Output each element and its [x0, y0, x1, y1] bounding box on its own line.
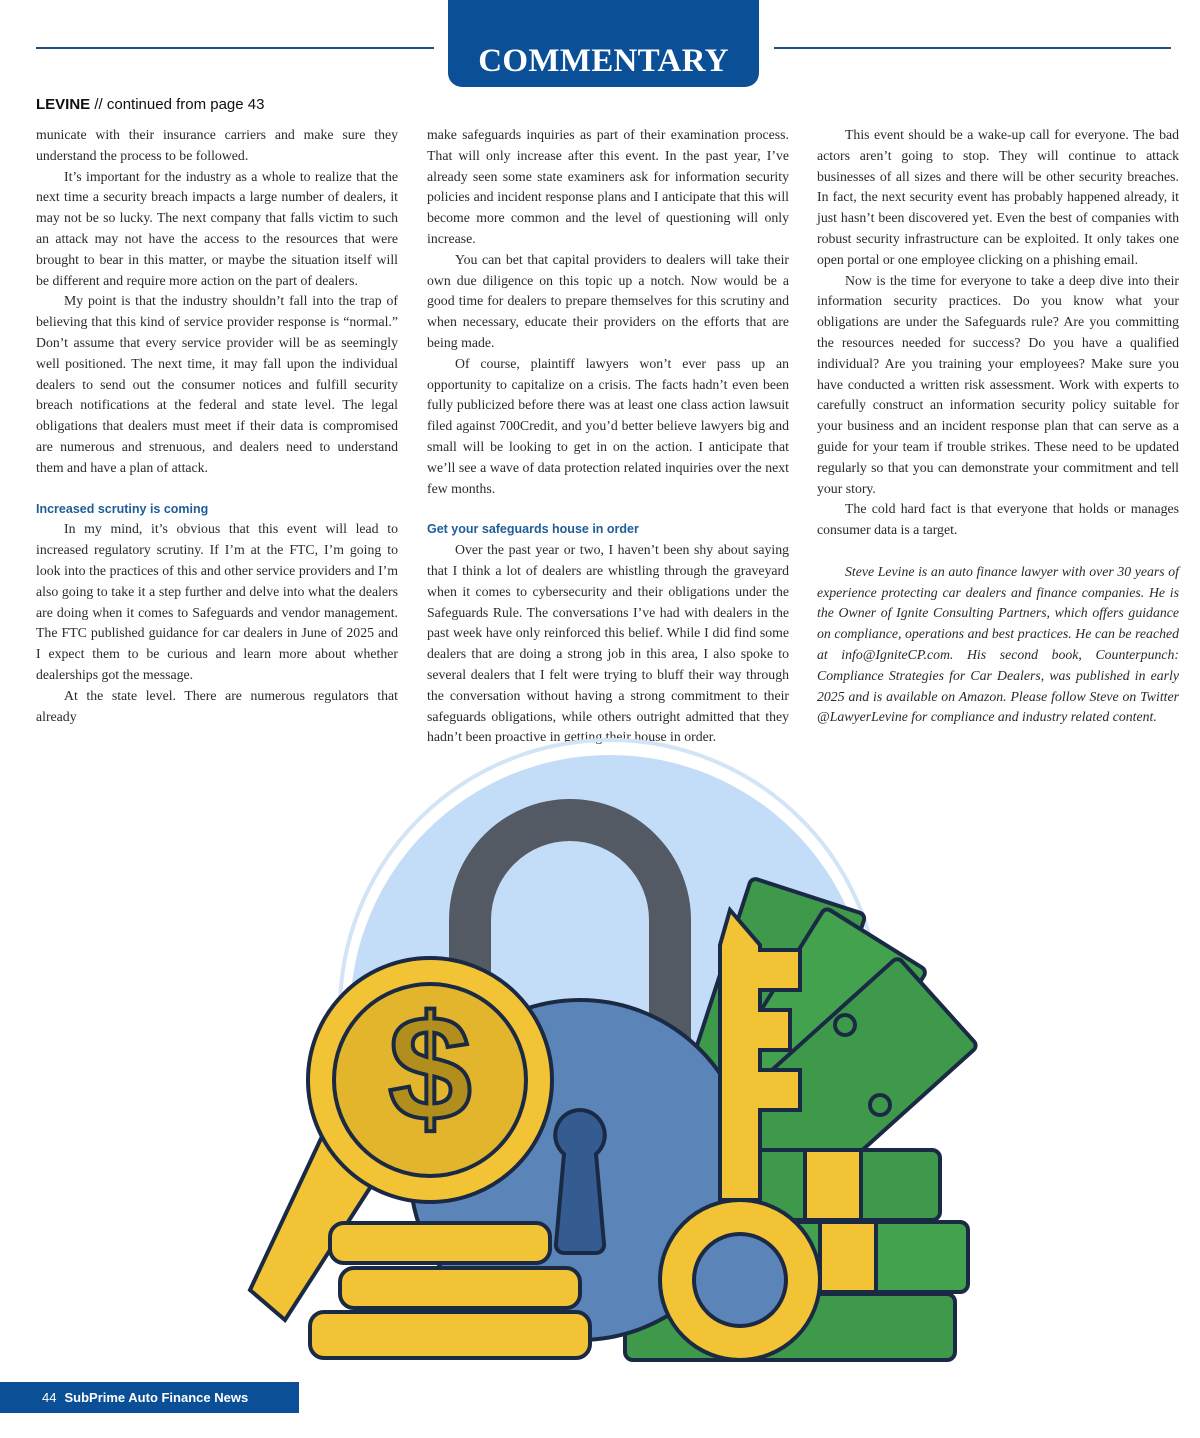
article-column-2 — [427, 125, 789, 748]
continued-line — [36, 96, 264, 113]
paragraph: In my mind, it’s obvious that this event will lead to increased regulatory scrutiny. If I’m at the FTC, I’m going to look into the practices of this and other service providers and I’m also going to take it a step further and delve into what the dealers are doing when it comes to Safeguards and vendor management. The FTC published guidance for car dealers in June of 2025 and I expect them to be curious and learn more about whether dealerships got the message. — [36, 521, 398, 682]
article-column-1 — [36, 125, 398, 727]
paragraph: Over the past year or two, I haven’t been shy about saying that I think a lot of dealers are whistling through the graveyard when it comes to cybersecurity and their obligations under the Safeguards Rule. The conversations I’ve had with dealers in the past week have only reinforced this belief. While I did find some dealers that are doing a strong job in this area, I also spoke to several dealers that I felt were trying to bluff their way through the conversation without having a strong commitment to their safeguards obligations, while others outright admitted that they hadn’t been proactive in getting their house in order. — [427, 542, 789, 745]
section-title: COMMENTARY — [478, 43, 729, 79]
article-column-3 — [817, 125, 1179, 728]
paragraph: This event should be a wake-up call for everyone. The bad actors aren’t going to stop. They will continue to attack businesses of all sizes and there will be other security breaches. In fact, the next security event has probably happened already, it just hasn’t been discovered yet. Even the best of companies with robust security infrastructure can be exploited. It only takes one open portal or one employee clicking on a phishing email. — [817, 127, 1179, 267]
section-tab — [448, 0, 759, 87]
paragraph: Now is the time for everyone to take a deep dive into their information security practices. Do you know what your obligations are under the Safeguards rule? Are you committing the resources needed for success? Do you have a qualified individual? Are you training your employees? Make sure you have conducted a written risk assessment. Work with experts to carefully construct an information security policy suitable for your business and an incident response plan that can serve as a guide for your team if trouble strikes. These need to be updated regularly so that you can demonstrate your commitment and tell your story. — [817, 272, 1179, 496]
paragraph: My point is that the industry shouldn’t fall into the trap of believing that this kind of service provider response is “normal.” Don’t assume that every service provider will be as seemingly well positioned. The next time, it may fall upon the individual dealers to send out the consumer notices and fulfill security breach notifications at the federal and state level. The legal obligations that dealers must meet if their data is compromised are numerous and strenuous, and dealers need to understand them and have a plan of attack. — [36, 293, 398, 475]
svg-text:$: $ — [388, 984, 472, 1152]
dollar-coin-icon — [388, 984, 471, 1152]
paragraph: Of course, plaintiff lawyers won’t ever pass up an opportunity to capitalize on a crisis. The facts hadn’t even been fully publicized before there was at least one class action lawsuit filed against 700Credit, and you’d better believe lawyers big and small will be looking to get in on the action. I anticipate that we’ll see a wave of data protection related inquiries over the next few months. — [427, 355, 789, 496]
paragraph: It’s important for the industry as a whole to realize that the next time a security breach impacts a large number of dealers, it may not be so lucky. The next company that falls victim to such an attack may not have the access to the resources that were brought to bear in this matter, or maybe the situation itself will be different and require more action on the part of dealers. — [36, 168, 398, 288]
subheading: Get your safeguards house in order — [427, 522, 639, 537]
security-illustration — [230, 730, 990, 1370]
author-label: LEVINE — [36, 96, 91, 113]
author-bio: Steve Levine is an auto finance lawyer with over 30 years of experience protecting car dealers and finance companies. He is the Owner of Ignite Consulting Partners, which offers guidance on compliance, operations and best practices. He can be reached at info@IgniteCP.com. His second book, Counterpunch: Compliance Strategies for Car Dealers, was published in early 2025 and is available on Amazon. Please follow Steve on Twitter @LawyerLevine for compliance and industry related content. — [817, 563, 1179, 725]
header-rule-left — [36, 47, 434, 49]
page-footer — [0, 1382, 299, 1413]
paragraph: make safeguards inquiries as part of their examination process. That will only increase after this event. In the past year, I’ve already seen some state examiners ask for information security policies and incident response plans and I anticipate that this will become more common and the level of questioning will only increase. — [427, 127, 789, 246]
subheading: Increased scrutiny is coming — [36, 501, 209, 516]
continued-text: // continued from page 43 — [90, 96, 265, 113]
header-rule-right — [774, 47, 1171, 49]
paragraph: You can bet that capital providers to dealers will take their own due diligence on this topic up a notch. Now would be a good time for dealers to prepare themselves for this scrutiny and when necessary, educate their providers on the efforts that are being made. — [427, 251, 789, 350]
publication-name: SubPrime Auto Finance News — [64, 1390, 249, 1405]
paragraph: municate with their insurance carriers and make sure they understand the process to be followed. — [36, 127, 398, 163]
paragraph: At the state level. There are numerous regulators that already — [36, 687, 398, 724]
coin-stack-icon — [310, 1223, 590, 1358]
page-number: 44 — [42, 1390, 57, 1405]
paragraph: The cold hard fact is that everyone that holds or manages consumer data is a target. — [817, 501, 1179, 538]
